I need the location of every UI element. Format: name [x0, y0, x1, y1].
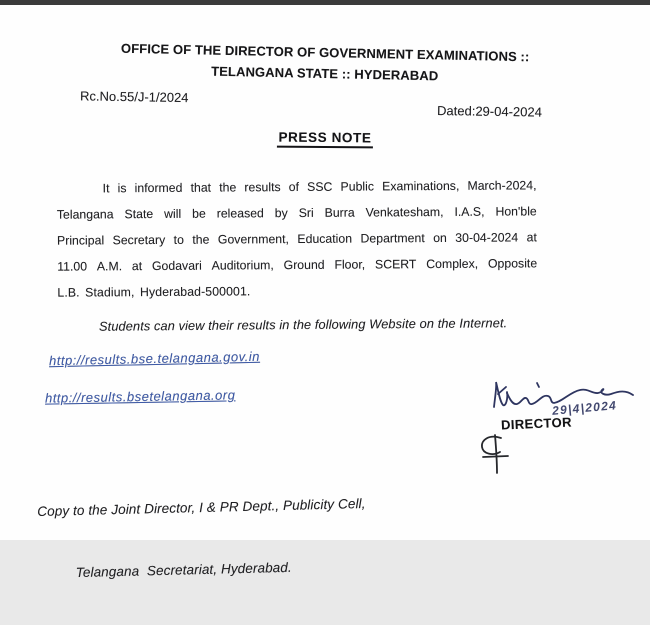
initial-flourish-icon	[477, 433, 511, 480]
results-link-gov[interactable]: http://results.bse.telangana.gov.in	[48, 348, 261, 369]
reference-row	[80, 88, 542, 119]
paragraph-line: Principal Secretary to the Government, Education Department on 30-04-2024 at	[56, 230, 537, 248]
results-website-note: Students can view their results in the following Website on the Internet.	[98, 315, 508, 334]
footer-line-2: Telangana Secretariat, Hyderabad.	[75, 559, 292, 580]
paragraph-line: It is informed that the results of SSC Public Examinations, March-2024,	[102, 178, 537, 196]
announcement-paragraph	[57, 172, 538, 305]
handwritten-date: 29|4|2024	[551, 398, 618, 418]
paragraph-line: 11.00 A.M. at Godavari Auditorium, Ground Floor, SCERT Complex, Opposite	[57, 256, 538, 274]
copy-to-footer	[36, 453, 368, 625]
office-header	[0, 35, 650, 91]
dated-label: Dated:29-04-2024	[436, 102, 543, 120]
reference-number: Rc.No.55/J-1/2024	[79, 88, 189, 106]
header-line-1: OFFICE OF THE DIRECTOR OF GOVERNMENT EXAMINATIONS ::	[120, 40, 530, 65]
paragraph-line: L.B. Stadium, Hyderabad-500001.	[57, 284, 251, 300]
footer-line-1: Copy to the Joint Director, I & PR Dept., Publicity Cell,	[37, 496, 366, 520]
director-designation: DIRECTOR	[500, 414, 573, 433]
press-note-title: PRESS NOTE	[277, 130, 372, 149]
header-line-2: TELANGANA STATE :: HYDERABAD	[211, 63, 439, 84]
paragraph-line: Telangana State will be released by Sri Burra Venkatesham, I.A.S, Hon'ble	[56, 204, 537, 222]
title-row	[0, 126, 650, 151]
results-link-org[interactable]: http://results.bsetelangana.org	[44, 387, 236, 406]
scan-top-edge	[0, 0, 650, 5]
